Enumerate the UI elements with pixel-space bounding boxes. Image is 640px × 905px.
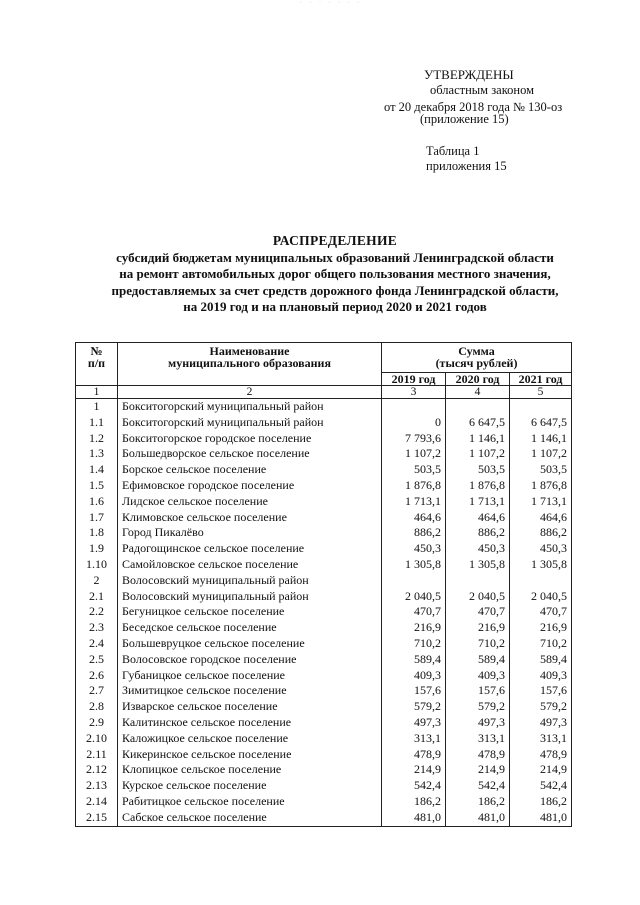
table-row (76, 541, 572, 557)
table-row (76, 810, 572, 826)
row-number: 1.1 (76, 415, 118, 431)
column-index-row (76, 386, 572, 399)
table-row (76, 620, 572, 636)
table-row (76, 683, 572, 699)
table-row (76, 589, 572, 605)
table-row (76, 699, 572, 715)
row-sum-2020: 886,2 (446, 525, 510, 541)
header-name-line-1: Наименование (209, 344, 290, 358)
row-municipality-name: Большевруцкое сельское поселение (118, 636, 382, 652)
approval-law-label: областным законом (430, 83, 535, 97)
header-name (118, 343, 382, 386)
row-sum-2021 (510, 399, 572, 415)
row-municipality-name: Климовское сельское поселение (118, 510, 382, 526)
row-sum-2021: 216,9 (510, 620, 572, 636)
row-sum-2019: 710,2 (382, 636, 446, 652)
row-sum-2021: 1 107,2 (510, 446, 572, 462)
title-line-1: субсидий бюджетам муниципальных образований Ленинградской области (116, 249, 554, 265)
column-index: 5 (510, 386, 572, 399)
row-municipality-name: Бокситогорское городское поселение (118, 431, 382, 447)
row-sum-2021: 542,4 (510, 778, 572, 794)
row-number: 1.10 (76, 557, 118, 573)
header-year-2019: 2019 год (382, 373, 446, 386)
row-sum-2021: 470,7 (510, 604, 572, 620)
column-index: 4 (446, 386, 510, 399)
row-sum-2019: 579,2 (382, 699, 446, 715)
table-row (76, 573, 572, 589)
table-row (76, 794, 572, 810)
title-main: РАСПРЕДЕЛЕНИЕ (272, 233, 398, 248)
row-sum-2021: 1 305,8 (510, 557, 572, 573)
row-sum-2019: 214,9 (382, 762, 446, 778)
table-row (76, 462, 572, 478)
column-index: 2 (118, 386, 382, 399)
row-sum-2020: 470,7 (446, 604, 510, 620)
row-municipality-name: Волосовское городское поселение (118, 652, 382, 668)
row-sum-2019: 450,3 (382, 541, 446, 557)
table-row (76, 731, 572, 747)
row-sum-2020: 710,2 (446, 636, 510, 652)
row-number: 2.12 (76, 762, 118, 778)
header-sum (382, 343, 572, 373)
table-appendix-label: приложения 15 (426, 159, 507, 173)
row-sum-2020: 497,3 (446, 715, 510, 731)
table-row (76, 478, 572, 494)
row-municipality-name: Клопицкое сельское поселение (118, 762, 382, 778)
row-number: 2.14 (76, 794, 118, 810)
table-row (76, 762, 572, 778)
row-sum-2019 (382, 399, 446, 415)
row-sum-2020: 409,3 (446, 668, 510, 684)
column-index: 3 (382, 386, 446, 399)
table-row (76, 557, 572, 573)
row-sum-2020: 1 305,8 (446, 557, 510, 573)
row-municipality-name: Губаницкое сельское поселение (118, 668, 382, 684)
row-number: 2.5 (76, 652, 118, 668)
row-sum-2019: 470,7 (382, 604, 446, 620)
row-sum-2020: 450,3 (446, 541, 510, 557)
row-sum-2019: 886,2 (382, 525, 446, 541)
row-number: 1.5 (76, 478, 118, 494)
row-sum-2021: 503,5 (510, 462, 572, 478)
row-sum-2020 (446, 399, 510, 415)
approval-appendix: (приложение 15) (420, 112, 509, 126)
row-sum-2019: 464,6 (382, 510, 446, 526)
row-number: 2.6 (76, 668, 118, 684)
header-year-2020: 2020 год (446, 373, 510, 386)
row-sum-2020: 1 713,1 (446, 494, 510, 510)
row-sum-2019: 157,6 (382, 683, 446, 699)
table-row (76, 652, 572, 668)
row-sum-2019: 589,4 (382, 652, 446, 668)
row-sum-2019: 2 040,5 (382, 589, 446, 605)
table-row (76, 431, 572, 447)
row-sum-2021: 409,3 (510, 668, 572, 684)
row-sum-2021: 464,6 (510, 510, 572, 526)
row-sum-2019: 503,5 (382, 462, 446, 478)
row-sum-2020: 216,9 (446, 620, 510, 636)
row-sum-2019: 313,1 (382, 731, 446, 747)
row-sum-2019: 0 (382, 415, 446, 431)
row-sum-2021: 2 040,5 (510, 589, 572, 605)
row-sum-2020 (446, 573, 510, 589)
row-number: 1.4 (76, 462, 118, 478)
header-sum-line-1: Сумма (458, 344, 495, 358)
row-sum-2020: 6 647,5 (446, 415, 510, 431)
document-title (60, 233, 610, 316)
row-sum-2021: 186,2 (510, 794, 572, 810)
row-number: 2.9 (76, 715, 118, 731)
row-number: 1.9 (76, 541, 118, 557)
scan-artifact: · · · · · · · (300, 0, 362, 6)
table-row (76, 525, 572, 541)
row-sum-2021: 589,4 (510, 652, 572, 668)
title-line-4: на 2019 год и на плановый период 2020 и 2021 годов (183, 299, 487, 314)
title-line-2: на ремонт автомобильных дорог общего пользования местного значения, (119, 266, 551, 281)
row-number: 2.13 (76, 778, 118, 794)
row-number: 2.3 (76, 620, 118, 636)
row-municipality-name: Бокситогорский муниципальный район (118, 415, 382, 431)
row-sum-2020: 1 107,2 (446, 446, 510, 462)
row-sum-2021: 157,6 (510, 683, 572, 699)
row-municipality-name: Каложицкое сельское поселение (118, 731, 382, 747)
row-municipality-name: Волосовский муниципальный район (118, 573, 382, 589)
row-sum-2019: 7 793,6 (382, 431, 446, 447)
row-sum-2020: 503,5 (446, 462, 510, 478)
table-label: Таблица 1 (426, 144, 480, 158)
row-sum-2019: 1 876,8 (382, 478, 446, 494)
table-body (76, 399, 572, 827)
row-municipality-name: Рабитицкое сельское поселение (118, 794, 382, 810)
row-municipality-name: Радогощинское сельское поселение (118, 541, 382, 557)
row-sum-2021: 478,9 (510, 747, 572, 763)
row-sum-2021: 497,3 (510, 715, 572, 731)
row-municipality-name: Ефимовское городское поселение (118, 478, 382, 494)
approval-law-date: от 20 декабря 2018 года № 130-оз (384, 100, 563, 114)
row-sum-2019: 216,9 (382, 620, 446, 636)
row-number: 1 (76, 399, 118, 415)
row-municipality-name: Беседское сельское поселение (118, 620, 382, 636)
row-sum-2019: 1 713,1 (382, 494, 446, 510)
row-number: 2.4 (76, 636, 118, 652)
row-sum-2021: 579,2 (510, 699, 572, 715)
row-sum-2021: 886,2 (510, 525, 572, 541)
row-sum-2019: 542,4 (382, 778, 446, 794)
header-number-line-2: п/п (87, 356, 106, 370)
row-municipality-name: Калитинское сельское поселение (118, 715, 382, 731)
row-sum-2021: 6 647,5 (510, 415, 572, 431)
row-sum-2019: 478,9 (382, 747, 446, 763)
row-sum-2020: 214,9 (446, 762, 510, 778)
row-number: 2.15 (76, 810, 118, 826)
header-number-line-1: № (90, 344, 103, 358)
row-municipality-name: Зимитицкое сельское поселение (118, 683, 382, 699)
row-sum-2020: 579,2 (446, 699, 510, 715)
row-municipality-name: Самойловское сельское поселение (118, 557, 382, 573)
row-sum-2021: 313,1 (510, 731, 572, 747)
row-number: 2.8 (76, 699, 118, 715)
table-row (76, 668, 572, 684)
row-sum-2019 (382, 573, 446, 589)
row-sum-2021 (510, 573, 572, 589)
row-sum-2020: 157,6 (446, 683, 510, 699)
row-municipality-name: Бокситогорский муниципальный район (118, 399, 382, 415)
row-sum-2019: 409,3 (382, 668, 446, 684)
header-number (76, 343, 118, 386)
table-row (76, 510, 572, 526)
table-row (76, 715, 572, 731)
row-sum-2020: 478,9 (446, 747, 510, 763)
row-sum-2021: 481,0 (510, 810, 572, 826)
row-municipality-name: Кикеринское сельское поселение (118, 747, 382, 763)
row-number: 1.6 (76, 494, 118, 510)
table-row (76, 747, 572, 763)
row-sum-2020: 481,0 (446, 810, 510, 826)
row-sum-2019: 186,2 (382, 794, 446, 810)
row-municipality-name: Изварское сельское поселение (118, 699, 382, 715)
row-number: 2.1 (76, 589, 118, 605)
row-sum-2021: 1 876,8 (510, 478, 572, 494)
row-municipality-name: Сабское сельское поселение (118, 810, 382, 826)
row-number: 2 (76, 573, 118, 589)
row-sum-2021: 214,9 (510, 762, 572, 778)
row-number: 2.2 (76, 604, 118, 620)
row-sum-2019: 1 107,2 (382, 446, 446, 462)
row-number: 1.8 (76, 525, 118, 541)
row-number: 2.7 (76, 683, 118, 699)
header-sum-line-2: (тысяч рублей) (435, 356, 518, 370)
table-row (76, 636, 572, 652)
row-sum-2021: 1 146,1 (510, 431, 572, 447)
row-municipality-name: Бегуницкое сельское поселение (118, 604, 382, 620)
header-name-line-2: муниципального образования (168, 356, 331, 370)
table-row (76, 604, 572, 620)
row-number: 2.10 (76, 731, 118, 747)
row-sum-2019: 497,3 (382, 715, 446, 731)
column-index: 1 (76, 386, 118, 399)
row-municipality-name: Курское сельское поселение (118, 778, 382, 794)
row-sum-2020: 542,4 (446, 778, 510, 794)
row-sum-2020: 313,1 (446, 731, 510, 747)
table-row (76, 399, 572, 415)
table-row (76, 494, 572, 510)
row-sum-2019: 1 305,8 (382, 557, 446, 573)
row-sum-2021: 710,2 (510, 636, 572, 652)
table-row (76, 415, 572, 431)
approval-heading: УТВЕРЖДЕНЫ (424, 67, 514, 82)
row-sum-2021: 1 713,1 (510, 494, 572, 510)
row-municipality-name: Борское сельское поселение (118, 462, 382, 478)
row-sum-2021: 450,3 (510, 541, 572, 557)
row-municipality-name: Волосовский муниципальный район (118, 589, 382, 605)
title-line-3: предоставляемых за счет средств дорожного фонда Ленинградской области, (111, 282, 559, 298)
row-municipality-name: Большедворское сельское поселение (118, 446, 382, 462)
row-sum-2020: 1 876,8 (446, 478, 510, 494)
row-sum-2020: 464,6 (446, 510, 510, 526)
row-number: 1.3 (76, 446, 118, 462)
row-number: 2.11 (76, 747, 118, 763)
row-number: 1.7 (76, 510, 118, 526)
row-sum-2020: 1 146,1 (446, 431, 510, 447)
row-sum-2020: 186,2 (446, 794, 510, 810)
row-sum-2020: 2 040,5 (446, 589, 510, 605)
distribution-table (75, 342, 572, 827)
row-municipality-name: Лидское сельское поселение (118, 494, 382, 510)
row-municipality-name: Город Пикалёво (118, 525, 382, 541)
header-year-2021: 2021 год (510, 373, 572, 386)
row-sum-2020: 589,4 (446, 652, 510, 668)
table-row (76, 446, 572, 462)
row-number: 1.2 (76, 431, 118, 447)
row-sum-2019: 481,0 (382, 810, 446, 826)
table-row (76, 778, 572, 794)
